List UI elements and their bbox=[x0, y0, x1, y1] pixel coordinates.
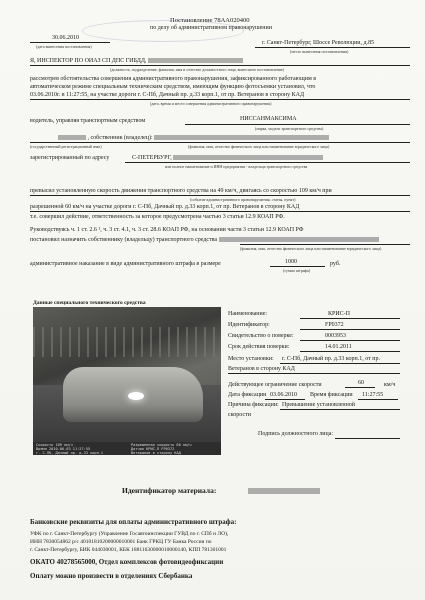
bank-line-2: ИНН 7830054862 р/с 40101810200000010001 Банк ГРКЦ ГУ Банка России по bbox=[30, 539, 212, 545]
bank-title: Банковские реквизиты для оплаты административного штрафа: bbox=[30, 518, 237, 526]
body-paragraph-3-caption: (дата, время и место совершения административного правонарушения) bbox=[150, 101, 272, 106]
underline bbox=[280, 409, 400, 410]
owner-line bbox=[30, 135, 329, 142]
fine-label: административное наказание в виде административного штрафа в размере bbox=[30, 261, 221, 267]
redacted-identifier bbox=[248, 488, 320, 494]
underline bbox=[300, 329, 400, 330]
registered-address bbox=[132, 155, 323, 162]
bank-line-3: г. Санкт-Петербургу, БИК 044030001, КБК 18811630000010000140, КПП 781301001 bbox=[30, 547, 227, 553]
photo-caption-place: г. С-Пб, Дачный пр. д.33 корп.1 bbox=[36, 451, 104, 455]
decree-text: постановил назначить собственнику (владельцу) транспортного средства bbox=[30, 237, 218, 243]
sberbank-line: Оплату можно произвести в отделениях Сбербанка bbox=[30, 572, 193, 580]
speed-limit-value: 60 bbox=[358, 380, 364, 386]
decision-place: г. Санкт-Петербург, Шоссе Революции, д.85 bbox=[262, 40, 375, 46]
underline bbox=[255, 47, 410, 48]
fix-time-label: Время фиксации bbox=[310, 392, 353, 398]
underline bbox=[125, 162, 410, 163]
redacted-address bbox=[173, 155, 323, 160]
underline bbox=[30, 211, 410, 212]
violation-photo bbox=[33, 307, 221, 455]
fine-unit: руб. bbox=[330, 261, 341, 267]
underline bbox=[30, 99, 410, 100]
device-id-label: Идентификатор: bbox=[228, 322, 270, 328]
decree-caption: (фамилия, имя, отчество физического лица или наименование юридического лица) bbox=[240, 246, 382, 251]
photo-caption-speed: Скорость 109 км/ч bbox=[36, 443, 73, 447]
redacted-owner-2 bbox=[219, 237, 379, 242]
device-place-value-2: Ветеранов в сторону КАД bbox=[228, 366, 295, 372]
photo-caption bbox=[33, 442, 221, 455]
underline bbox=[300, 351, 400, 352]
violation-line-3: т.е. совершил действие, ответственность за которое предусмотрена частью 3 статьи 12.9 КОАП РФ. bbox=[30, 214, 285, 220]
headlight bbox=[128, 392, 144, 400]
underline bbox=[185, 124, 410, 125]
official-line bbox=[30, 58, 243, 65]
driver-label: водитель, управляя транспортным средством bbox=[30, 118, 146, 124]
decision-date: 30.06.2010 bbox=[52, 35, 79, 41]
fix-date-label: Дата фиксации bbox=[228, 392, 267, 398]
address-caption: или полное наименование и ИНН предприятия - владельца транспортного средства bbox=[165, 164, 308, 169]
owner-label: , собственник (владелец): bbox=[87, 135, 153, 141]
underline bbox=[270, 266, 325, 267]
underline bbox=[358, 399, 398, 400]
underline bbox=[265, 399, 305, 400]
redacted-owner bbox=[154, 135, 329, 140]
device-name-label: Наименование: bbox=[228, 311, 268, 317]
fine-amount: 1000 bbox=[285, 259, 297, 265]
decision-date-caption: (дата вынесения постановления) bbox=[36, 44, 92, 49]
device-place-label: Место установки: bbox=[228, 356, 274, 362]
device-name-value: КРИС-П bbox=[328, 311, 351, 317]
fine-caption: (сумма штрафа) bbox=[283, 268, 311, 273]
decree-line bbox=[30, 237, 379, 244]
ruled-line: Руководствуясь ч. 1 ст. 2.6 ¹, ч. 3 ст. 4.1, ч. 3 ст. 28.6 КОАП РФ, на основании части 3 статьи 12.9 КОАП РФ bbox=[30, 227, 304, 233]
fix-time-value: 11:27:55 bbox=[362, 392, 384, 398]
body-paragraph-2: автоматическом режиме специальным техническим средством, имеющим функцию фотосъемки установил, что bbox=[30, 84, 316, 90]
underline bbox=[30, 65, 410, 66]
fence bbox=[33, 327, 221, 357]
owner-caption: (фамилия, имя, отчество физического лица или наименование юридического лица) bbox=[188, 144, 330, 149]
identifier-label: Идентификатор материала: bbox=[122, 486, 217, 495]
device-id-value: FP0372 bbox=[325, 322, 344, 328]
photo-caption-direction: Ветеранов в сторону КАД bbox=[131, 451, 181, 455]
device-valid-value: 14.01.2011 bbox=[325, 344, 352, 350]
redacted-plate bbox=[58, 135, 86, 140]
body-paragraph-3: 03.06.2010г. в 11:27:55, на участке дороги г. С-Пб, Дачный пр. д.33 корп.1, от пр. Ветеранов в сторону КАД bbox=[30, 92, 305, 98]
violation-line-2: разрешенной 60 км/ч на участке дороги г. С-Пб, Дачный пр. д.33 корп.1, от пр. Ветеранов в сторону КАД bbox=[30, 204, 300, 210]
device-section-title: Данные специального технического средства bbox=[33, 300, 146, 306]
signature-line bbox=[335, 438, 400, 439]
underline bbox=[240, 244, 410, 245]
device-cert-label: Свидетельство о поверке: bbox=[228, 333, 294, 339]
registered-city: С-ПЕТЕРБУРГ, bbox=[132, 155, 172, 161]
vehicle-model: НИССАНМАКСИМА bbox=[240, 116, 297, 122]
reason-label: Причина фиксации: bbox=[228, 402, 279, 408]
reason-value: Превышение установленной bbox=[282, 402, 356, 408]
underline bbox=[300, 318, 400, 319]
device-place-value: г. С-Пб, Дачный пр. д.33 корп.1, от пр. bbox=[282, 356, 380, 362]
photo-caption-time: Время 2010-06-03 11:27:55 bbox=[36, 447, 91, 452]
photo-caption-device: Датчик КРИС-П FP0372 bbox=[131, 447, 175, 452]
violation-line-1: превысил установленную скорость движения транспортного средства на 49 км/ч, двигаясь со скоростью 109 км/ч при bbox=[30, 188, 332, 194]
document-title: Постановление 78АА020400 bbox=[170, 17, 250, 24]
reason-value-2: скорости bbox=[228, 412, 251, 418]
registered-label: зарегистрированный по адресу bbox=[30, 155, 110, 161]
photo-caption-limit: Разрешенная скорость 60 км/ч bbox=[131, 443, 192, 447]
bank-line-1: УФК по г. Санкт-Петербургу (Управление Госавтоинспекции ГУВД по г. СПб и ЛО), bbox=[30, 531, 229, 537]
underline bbox=[30, 42, 110, 43]
violation-caption: (событие административного правонарушения, статья, пункт) bbox=[190, 197, 296, 202]
underline bbox=[280, 363, 400, 364]
okato-line: ОКАТО 40278565000, Отдел комплексов фотовидеофиксации bbox=[30, 558, 224, 566]
signature-label: Подпись должностного лица: bbox=[258, 431, 334, 437]
redacted-name bbox=[148, 58, 243, 63]
underline bbox=[300, 340, 400, 341]
device-valid-label: Срок действия поверки: bbox=[228, 344, 290, 350]
speed-limit-label: Действующее ограничение скорости bbox=[228, 382, 322, 388]
device-cert-value: 0003953 bbox=[325, 333, 346, 339]
underline bbox=[345, 387, 375, 388]
official-prefix: Я, ИНСПЕКТОР ПО ОИАЗ СП ДПС ГИБДД, bbox=[30, 58, 147, 64]
vehicle-caption: (марка, модель транспортного средства) bbox=[255, 126, 324, 131]
decision-place-caption: (место вынесения постановления) bbox=[290, 49, 349, 54]
underline bbox=[228, 373, 400, 374]
official-caption: (должность, подразделение, фамилия, имя и отчество должностного лица, вынесшего постановление) bbox=[110, 67, 285, 72]
underline bbox=[30, 195, 410, 196]
plate-caption: (государственный регистрационный знак) bbox=[30, 144, 102, 149]
speed-limit-unit: км/ч bbox=[384, 382, 396, 388]
document-subtitle: по делу об административном правонарушении bbox=[150, 25, 272, 31]
body-paragraph-1: рассмотрев обстоятельства совершения административного правонарушения, зафиксированного работающим в bbox=[30, 76, 317, 82]
underline bbox=[30, 142, 410, 143]
fix-date-value: 03.06.2010 bbox=[270, 392, 297, 398]
